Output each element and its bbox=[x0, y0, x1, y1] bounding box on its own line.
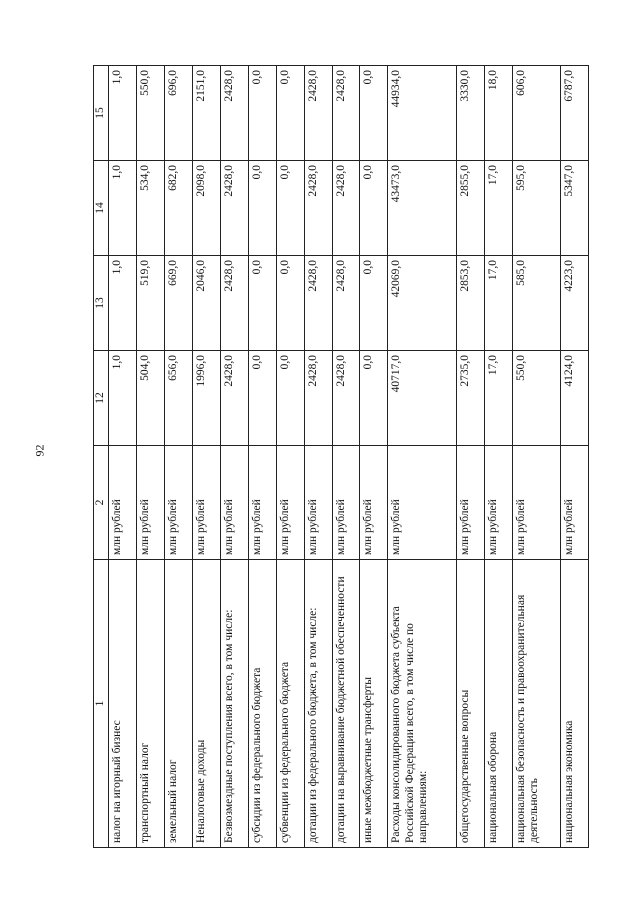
row-unit-cell: млн рублей bbox=[484, 446, 512, 560]
row-value-cell: 1,0 bbox=[109, 161, 137, 256]
row-value-cell: 2428,0 bbox=[304, 66, 332, 161]
row-value-cell: 2428,0 bbox=[304, 256, 332, 351]
row-value-cell: 2428,0 bbox=[332, 161, 360, 256]
header-cell-col14: 14 bbox=[94, 161, 109, 256]
row-value-cell: 17,0 bbox=[484, 256, 512, 351]
page-number: 92 bbox=[32, 444, 47, 457]
row-name-cell: Безвозмездные поступления всего, в том числе: bbox=[220, 560, 248, 848]
row-value-cell: 2428,0 bbox=[304, 161, 332, 256]
row-unit-cell: млн рублей bbox=[304, 446, 332, 560]
row-name-cell: дотации на выравнивание бюджетной обеспеченности bbox=[332, 560, 360, 848]
row-unit-cell: млн рублей bbox=[109, 446, 137, 560]
row-value-cell: 2151,0 bbox=[192, 66, 220, 161]
row-unit-cell: млн рублей bbox=[560, 446, 588, 560]
row-value-cell: 0,0 bbox=[276, 256, 304, 351]
row-value-cell: 1996,0 bbox=[192, 351, 220, 446]
table-row bbox=[136, 66, 164, 848]
row-value-cell: 2428,0 bbox=[332, 256, 360, 351]
row-value-cell: 2853,0 bbox=[456, 256, 484, 351]
table-row bbox=[164, 66, 192, 848]
row-unit-cell: млн рублей bbox=[192, 446, 220, 560]
row-value-cell: 1,0 bbox=[109, 351, 137, 446]
row-name-cell: дотации из федерального бюджета, в том числе: bbox=[304, 560, 332, 848]
row-unit-cell: млн рублей bbox=[220, 446, 248, 560]
row-value-cell: 669,0 bbox=[164, 256, 192, 351]
row-name-cell: транспортный налог bbox=[136, 560, 164, 848]
row-value-cell: 0,0 bbox=[276, 161, 304, 256]
row-value-cell: 550,0 bbox=[136, 66, 164, 161]
row-value-cell: 2735,0 bbox=[456, 351, 484, 446]
row-name-cell: национальная безопасность и правоохранительная деятельность bbox=[512, 560, 560, 848]
table-row bbox=[484, 66, 512, 848]
row-name-cell: Расходы консолидированного бюджета субъекта Российской Федерации всего, в том числе по направлениям: bbox=[388, 560, 456, 848]
row-value-cell: 1,0 bbox=[109, 256, 137, 351]
row-value-cell: 2428,0 bbox=[220, 256, 248, 351]
row-unit-cell: млн рублей bbox=[164, 446, 192, 560]
table-row bbox=[220, 66, 248, 848]
row-value-cell: 2428,0 bbox=[304, 351, 332, 446]
row-value-cell: 2428,0 bbox=[332, 66, 360, 161]
row-name-cell: налог на игорный бизнес bbox=[109, 560, 137, 848]
row-unit-cell: млн рублей bbox=[512, 446, 560, 560]
row-value-cell: 3330,0 bbox=[456, 66, 484, 161]
row-name-cell: земельный налог bbox=[164, 560, 192, 848]
row-value-cell: 585,0 bbox=[512, 256, 560, 351]
row-value-cell: 17,0 bbox=[484, 161, 512, 256]
row-value-cell: 534,0 bbox=[136, 161, 164, 256]
header-cell-col12: 12 bbox=[94, 351, 109, 446]
header-row bbox=[94, 66, 109, 848]
row-value-cell: 0,0 bbox=[360, 256, 388, 351]
row-value-cell: 18,0 bbox=[484, 66, 512, 161]
row-value-cell: 504,0 bbox=[136, 351, 164, 446]
row-value-cell: 42069,0 bbox=[388, 256, 456, 351]
row-unit-cell: млн рублей bbox=[332, 446, 360, 560]
row-value-cell: 0,0 bbox=[248, 351, 276, 446]
row-name-cell: субсидии из федерального бюджета bbox=[248, 560, 276, 848]
row-value-cell: 2046,0 bbox=[192, 256, 220, 351]
row-name-cell: иные межбюджетные трансферты bbox=[360, 560, 388, 848]
row-value-cell: 0,0 bbox=[360, 161, 388, 256]
row-value-cell: 606,0 bbox=[512, 66, 560, 161]
header-cell-col1: 1 bbox=[94, 560, 109, 848]
row-value-cell: 4124,0 bbox=[560, 351, 588, 446]
row-unit-cell: млн рублей bbox=[388, 446, 456, 560]
table-row bbox=[332, 66, 360, 848]
row-value-cell: 2428,0 bbox=[332, 351, 360, 446]
row-value-cell: 2428,0 bbox=[220, 351, 248, 446]
table-row bbox=[456, 66, 484, 848]
header-cell-col2: 2 bbox=[94, 446, 109, 560]
row-value-cell: 2098,0 bbox=[192, 161, 220, 256]
row-unit-cell: млн рублей bbox=[136, 446, 164, 560]
row-value-cell: 44934,0 bbox=[388, 66, 456, 161]
row-unit-cell: млн рублей bbox=[248, 446, 276, 560]
row-name-cell: национальная экономика bbox=[560, 560, 588, 848]
row-value-cell: 43473,0 bbox=[388, 161, 456, 256]
row-value-cell: 2855,0 bbox=[456, 161, 484, 256]
table-row bbox=[276, 66, 304, 848]
header-cell-col13: 13 bbox=[94, 256, 109, 351]
header-cell-col15: 15 bbox=[94, 66, 109, 161]
row-value-cell: 6787,0 bbox=[560, 66, 588, 161]
row-unit-cell: млн рублей bbox=[360, 446, 388, 560]
row-value-cell: 17,0 bbox=[484, 351, 512, 446]
row-name-cell: субвенции из федерального бюджета bbox=[276, 560, 304, 848]
row-name-cell: общегосударственные вопросы bbox=[456, 560, 484, 848]
table-row bbox=[248, 66, 276, 848]
table-row bbox=[109, 66, 137, 848]
budget-table-container bbox=[93, 66, 589, 848]
row-value-cell: 4223,0 bbox=[560, 256, 588, 351]
row-value-cell: 5347,0 bbox=[560, 161, 588, 256]
row-unit-cell: млн рублей bbox=[276, 446, 304, 560]
row-value-cell: 682,0 bbox=[164, 161, 192, 256]
table-row bbox=[512, 66, 560, 848]
budget-table bbox=[93, 65, 589, 848]
table-row bbox=[360, 66, 388, 848]
row-value-cell: 656,0 bbox=[164, 351, 192, 446]
table-row bbox=[304, 66, 332, 848]
row-value-cell: 2428,0 bbox=[220, 161, 248, 256]
row-value-cell: 0,0 bbox=[276, 351, 304, 446]
row-value-cell: 0,0 bbox=[276, 66, 304, 161]
table-row bbox=[388, 66, 456, 848]
table-row bbox=[192, 66, 220, 848]
row-name-cell: Неналоговые доходы bbox=[192, 560, 220, 848]
row-value-cell: 40717,0 bbox=[388, 351, 456, 446]
row-unit-cell: млн рублей bbox=[456, 446, 484, 560]
row-value-cell: 1,0 bbox=[109, 66, 137, 161]
row-value-cell: 0,0 bbox=[248, 161, 276, 256]
row-value-cell: 0,0 bbox=[360, 66, 388, 161]
row-value-cell: 519,0 bbox=[136, 256, 164, 351]
row-value-cell: 0,0 bbox=[248, 66, 276, 161]
row-value-cell: 595,0 bbox=[512, 161, 560, 256]
row-name-cell: национальная оборона bbox=[484, 560, 512, 848]
row-value-cell: 550,0 bbox=[512, 351, 560, 446]
row-value-cell: 696,0 bbox=[164, 66, 192, 161]
row-value-cell: 0,0 bbox=[248, 256, 276, 351]
row-value-cell: 0,0 bbox=[360, 351, 388, 446]
row-value-cell: 2428,0 bbox=[220, 66, 248, 161]
table-row bbox=[560, 66, 588, 848]
